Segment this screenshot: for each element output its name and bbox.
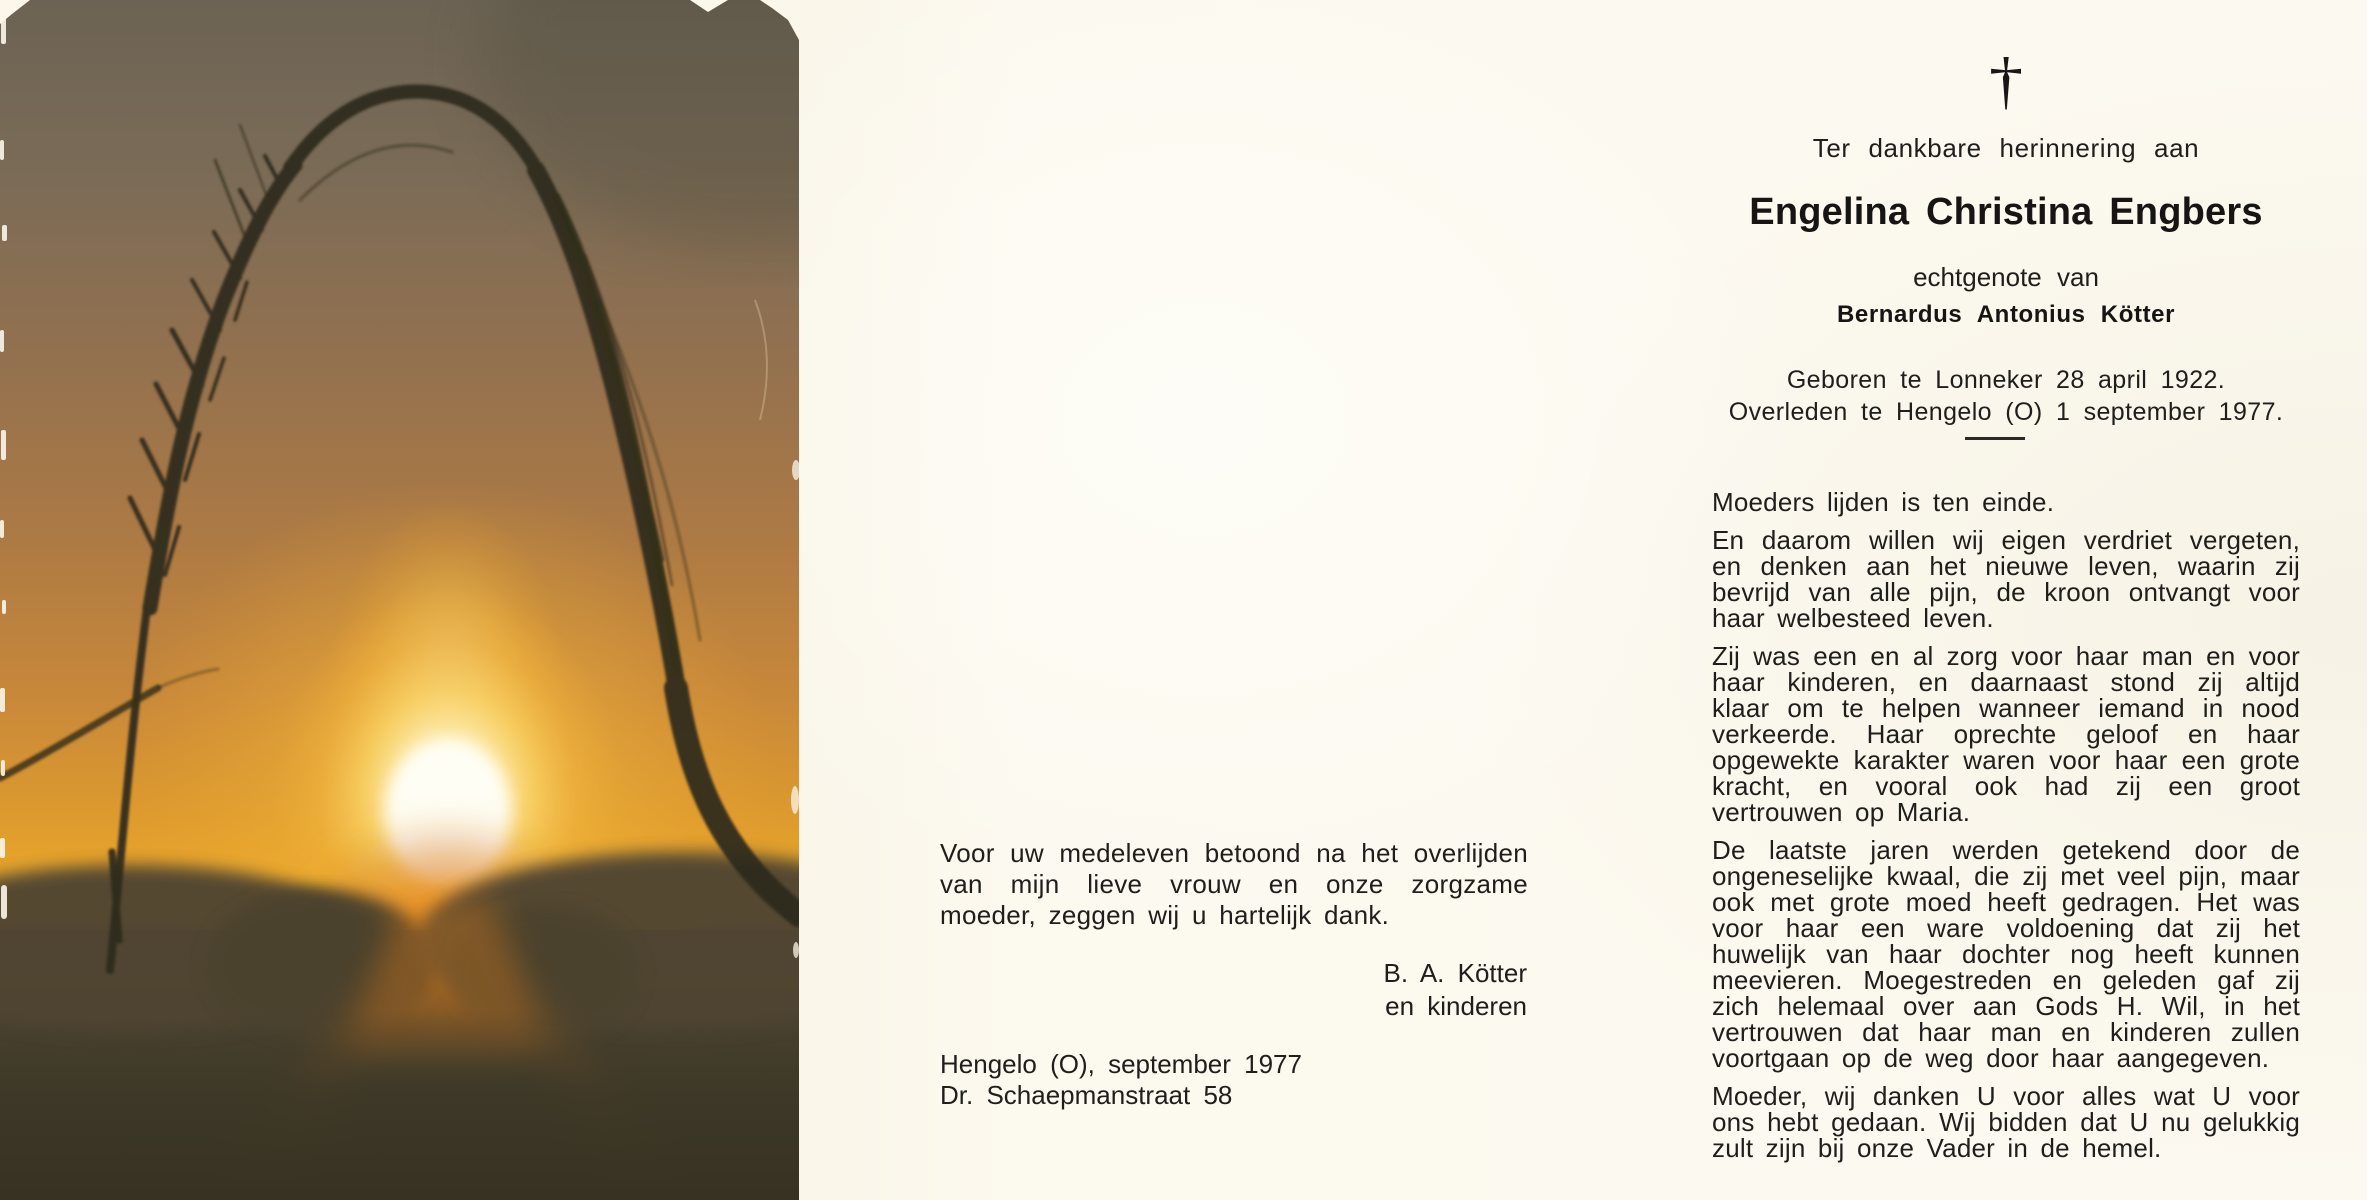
memorial-panel	[1712, 0, 2300, 1200]
death-line: Overleden te Hengelo (O) 1 september 1977.	[1728, 398, 2284, 426]
place-date: Hengelo (O), september 1977	[940, 1049, 1302, 1079]
cross-icon: †	[1988, 45, 2024, 117]
address-block	[940, 1049, 1540, 1111]
memorial-paragraph: De laatste jaren werden getekend door de ongeneselijke kwaal, die zij met veel pijn, maar ook met grote moed heeft gedragen. Het was voor haar een ware voldoening dat zij het huwelijk van haar dochter nog heeft kunnen meevieren. Moegestreden en geleden gaf zij zich helemaal over aan Gods H. Wil, in het vertrouwen dat haar man en kinderen zullen voortgaan op de weg door haar aangegeven.	[1712, 835, 2300, 1073]
divider-rule	[1965, 437, 2025, 440]
memorial-paragraph: Moeder, wij danken U voor alles wat U voor ons hebt gedaan. Wij bidden dat U nu gelukkig zult zijn bij onze Vader in de hemel.	[1712, 1081, 2300, 1163]
deceased-name: Engelina Christina Engbers	[1749, 191, 2263, 233]
memorial-paragraph: En daarom willen wij eigen verdriet vergeten, en denken aan het nieuwe leven, waarin zij bevrijd van alle pijn, de kroon ontvangt voor haar welbesteed leven.	[1712, 525, 2300, 633]
spouse-name: Bernardus Antonius Kötter	[1836, 301, 2176, 328]
sunset-photo-art	[0, 0, 799, 1200]
memorial-paragraph: Moeders lijden is ten einde.	[1712, 487, 2055, 517]
birth-line: Geboren te Lonneker 28 april 1922.	[1786, 366, 2226, 394]
relation-label: echtgenote van	[1913, 262, 2099, 292]
memorial-paragraph: Zij was een en al zorg voor haar man en voor haar kinderen, en daarnaast stond zij altijd klaar om te helpen wanneer iemand in nood verkeerde. Haar oprechte geloof en haar opgewekte karakter waren voor haar een grote kracht, en vooral ook had zij een groot vertrouwen op Maria.	[1712, 641, 2300, 827]
memorial-intro: Ter dankbare herinnering aan	[1812, 133, 2200, 163]
signature-block	[940, 957, 1527, 1023]
signature-children: en kinderen	[1385, 991, 1527, 1021]
address-line: Dr. Schaepmanstraat 58	[940, 1080, 1233, 1110]
thank-you-message: Voor uw medeleven betoond na het overlijden van mijn lieve vrouw en onze zorgzame moeder, zeggen wij u hartelijk dank.	[940, 838, 1528, 930]
signature-name: B. A. Kötter	[1383, 958, 1527, 988]
sunset-photo	[0, 0, 799, 1200]
memorial-text	[1712, 489, 2300, 1173]
